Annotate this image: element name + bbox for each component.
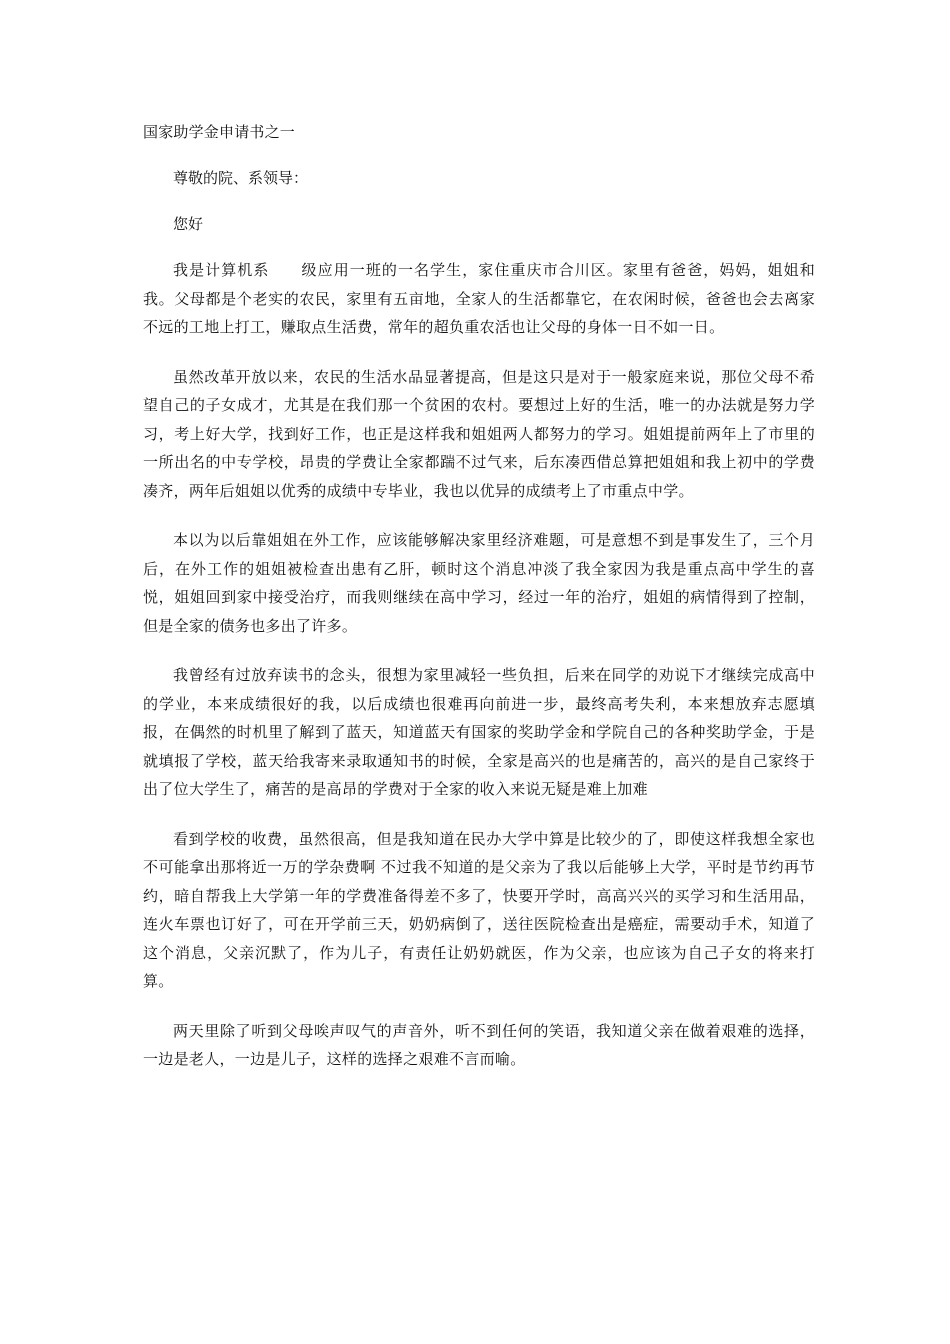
paragraph-difficult-choice: 两天里除了听到父母唉声叹气的声音外，听不到任何的笑语，我知道父亲在做着艰难的选择，一边是老人，一边是儿子，这样的选择之艰难不言而喻。 xyxy=(143,1021,815,1068)
paragraph-family-background: 我是计算机系 级应用一班的一名学生，家住重庆市合川区。家里有爸爸，妈妈，姐姐和我。父母都是个老实的农民，家里有五亩地，全家人的生活都靠它，在农闲时候，爸爸也会去离家不远的工地上打工，赚取点生活费，常年的超负重农活也让父母的身体一日不如一日。 xyxy=(143,261,815,336)
document-page xyxy=(143,118,815,1095)
paragraph-tuition-grandmother: 看到学校的收费，虽然很高，但是我知道在民办大学中算是比较少的了，即使这样我想全家也不可能拿出那将近一万的学杂费啊 不过我不知道的是父亲为了我以后能够上大学，平时是节约再节约，暗自帮我上大学第一年的学费准备得差不多了，快要开学时，高高兴兴的买学习和生活用品，连火车票也订好了，可在开学前三天，奶奶病倒了，送往医院检查出是癌症，需要动手术，知道了这个消息，父亲沉默了，作为儿子，有责任让奶奶就医，作为父亲，也应该为自己子女的将来打算。 xyxy=(143,829,815,990)
paragraph-sister-illness: 本以为以后靠姐姐在外工作，应该能够解决家里经济难题，可是意想不到是事发生了，三个月后，在外工作的姐姐被检查出患有乙肝，顿时这个消息冲淡了我全家因为我是重点高中学生的喜悦，姐姐回到家中接受治疗，而我则继续在高中学习，经过一年的治疗，姐姐的病情得到了控制，但是全家的债务也多出了许多。 xyxy=(143,531,815,635)
paragraph-college-admission: 我曾经有过放弃读书的念头，很想为家里减轻一些负担，后来在同学的劝说下才继续完成高中的学业，本来成绩很好的我，以后成绩也很难再向前进一步，最终高考失利，本来想放弃志愿填报，在偶然的时机里了解到了蓝天，知道蓝天有国家的奖助学金和学院自己的各种奖助学金，于是就填报了学校，蓝天给我寄来录取通知书的时候，全家是高兴的也是痛苦的，高兴的是自己家终于出了位大学生了，痛苦的是高昂的学费对于全家的收入来说无疑是难上加难 xyxy=(143,666,815,798)
document-title: 国家助学金申请书之一 xyxy=(143,123,296,141)
greeting: 尊敬的院、系领导： xyxy=(173,169,309,187)
paragraph-education-effort: 虽然改革开放以来，农民的生活水品显著提高，但是这只是对于一般家庭来说，那位父母不希望自己的子女成才，尤其是在我们那一个贫困的农村。要想过上好的生活，唯一的办法就是努力学习，考上好大学，找到好工作，也正是这样我和姐姐两人都努力的学习。姐姐提前两年上了市里的一所出名的中专学校，昂贵的学费让全家都踹不过气来，后东凑西借总算把姐姐和我上初中的学费凑齐，两年后姐姐以优秀的成绩中专毕业，我也以优异的成绩考上了市重点中学。 xyxy=(143,367,815,500)
hello-line: 您好 xyxy=(173,215,204,233)
